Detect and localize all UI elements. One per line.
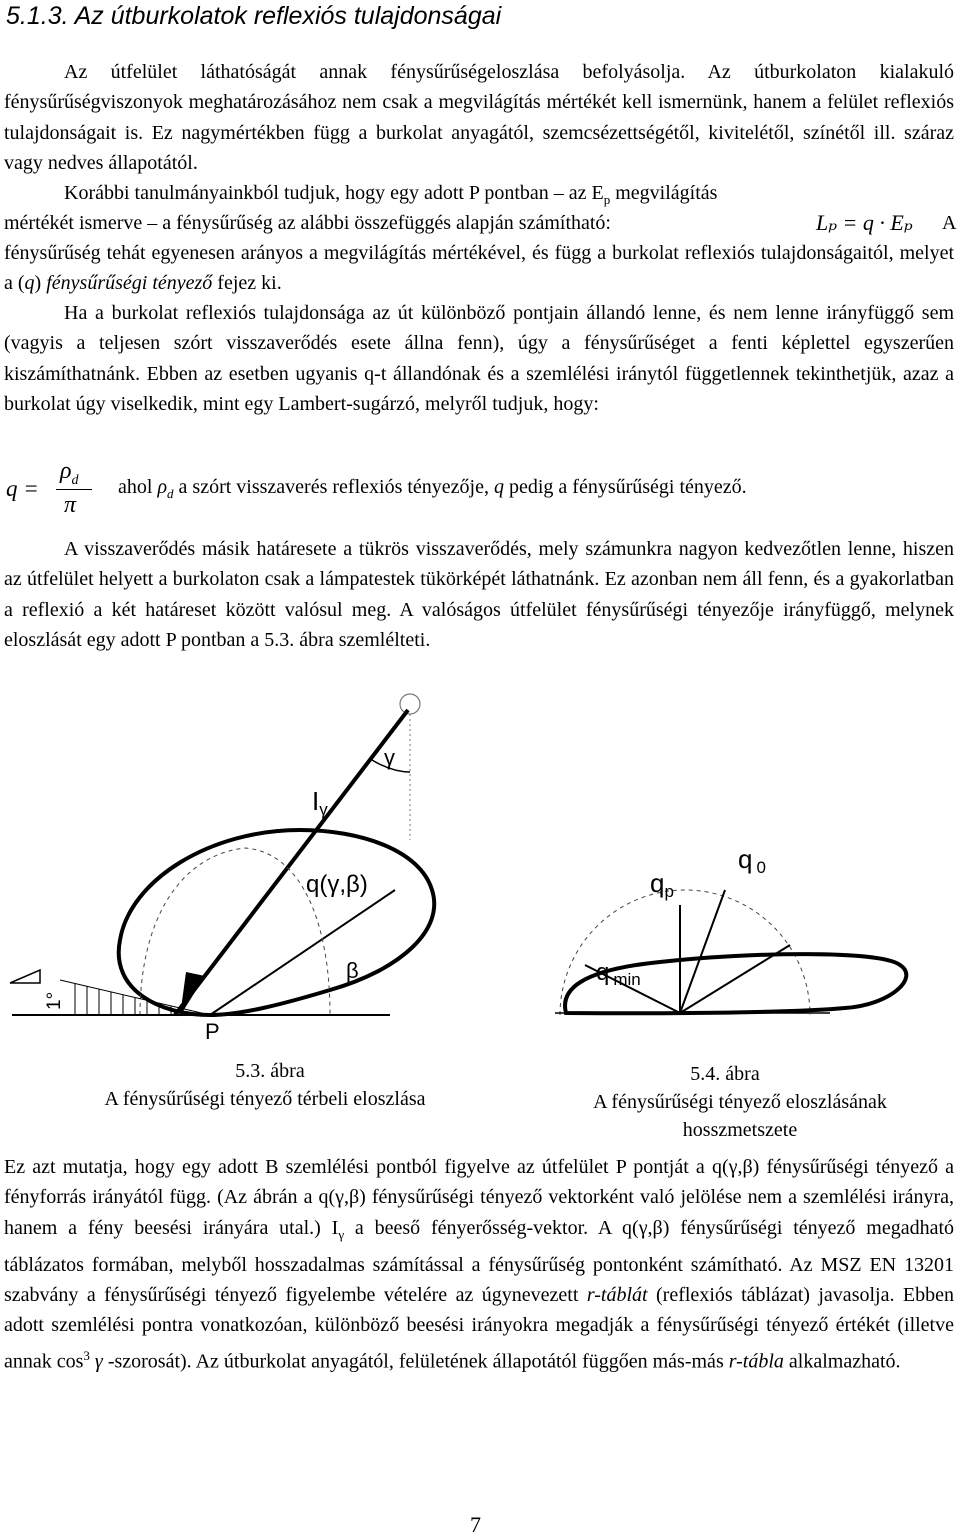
fig-5-3-number: 5.3. ábra [235,1060,305,1082]
qmin-q: q [596,959,610,986]
fig-5-3-caption: A fénysűrűségi tényező térbeli eloszlása [104,1088,426,1110]
p2-sub: p [603,192,611,207]
paragraph-4: A visszaverődés másik határesete a tükrös visszaverődés, mely számunkra nagyon kedvezőtlen lenne, hiszen az útfelület helyett a burkolaton csak a lámpatestek tükörképét láthatnánk. Ez azonban nem áll fenn, és a gyakorlatban a reflexió a két határeset között valósul meg. A valóságos útfelület fénysűrűségi tényezője irányfüggő, melynek eloszlását egy adott P pontban a 5.3. ábra szemlélteti. [4,538,954,651]
fig-5-4-number: 5.4. ábra [690,1063,760,1085]
p5-sub: γ [338,1226,345,1242]
p5-c: (reflexiós táblázat) javasolja. Ebben adott szemlélési pontra vonatkozóan, különböző beesési irányokra megadják a fénysűrűségi tényező értékét (illetve annak cos [4,1284,955,1373]
formula-rho: ρ [60,458,72,484]
p5-rtab2: r-tábla [728,1350,784,1373]
paragraph-2-line-2 [4,208,957,238]
label-I-sub: γ [319,800,328,819]
fe-c: pedig a fénysűrűségi tényező. [503,476,747,498]
p2-rest-q: q [24,272,35,295]
fe-a: ahol [118,476,158,498]
formula-pi: π [64,492,77,518]
label-qp [650,868,674,901]
p2-text-a: Korábbi tanulmányainkból tudjuk, hogy egy adott P pontban – az E [64,182,604,204]
qp-sub: p [664,882,674,901]
vector-q0 [680,890,725,1013]
figure-5-3 [0,680,500,1040]
label-q-gamma-beta: q(γ,β) [306,871,368,898]
label-beta: β [346,958,359,983]
paragraph-3: Ha a burkolat reflexiós tulajdonsága az út különböző pontjain állandó lenne, és nem lenne irányfüggő sem (vagyis a teljesen szórt visszaverődés esete állna fenn), úgy a fénysűrűséget a fenti képlettel egyszerűen kiszámíthatnánk. Ebben az esetben ugyanis q-t állandónak és a szemlélési iránytól függetlennek tekinthetjük, azaz a burkolat úgy viselkedik, mint egy Lambert-sugárzó, melyről tudjuk, hogy: [4,302,954,415]
paragraph-2-rest [4,238,954,299]
formula-q: q = [6,476,39,501]
label-I: I [312,786,320,816]
formula-rho-sub: d [71,472,79,488]
label-1deg: 1° [44,991,65,1010]
p5-b: a beeső fényerősség-vektor. A q(γ,β) fénysűrűségi tényező megadható táblázatos formában, melyből hosszadalmas számítással a fénysűrűség pontonként számítható. Az MSZ EN 13201 szabvány a fénysűrűségi tényező figyelembe vételére az úgynevezett [4,1216,955,1307]
label-q0 [738,844,766,877]
formula-numerator [60,458,79,489]
fig-5-4-caption-line-2: hosszmetszete [682,1119,798,1141]
p2-rest-b: ) [34,272,47,295]
fe-rho: ρ [157,476,168,498]
fe-rho-sub: d [167,486,174,501]
incidence-ray [175,710,408,1015]
p5-d: -szorosát). Az útburkolat anyagától, felületének állapotától függően más-más [102,1350,729,1373]
luminance-formula: Lₚ = q · Eₚ [816,210,913,235]
page-number: 7 [470,1512,481,1537]
fraction-bar [56,489,92,490]
fig-5-4-caption-line-1: A fénysűrűségi tényező eloszlásának [593,1091,887,1113]
lambert-formula [6,458,956,522]
q0-q: q [738,844,753,874]
p2-line2-end: A [942,212,957,234]
p2-line2-text: mértékét ismerve – a fénysűrűség az alábbi összefüggés alapján számítható: [4,212,611,234]
p2-text-b: megvilágítás [610,182,718,204]
p5-rtab: r-táblát [586,1284,648,1307]
observer-triangle [10,970,40,983]
fe-q: q [493,476,504,498]
p5-sup: 3 [83,1347,90,1363]
p5-e: alkalmazható. [783,1350,901,1373]
hemisphere-outline [140,848,330,1015]
p5-a: Ez azt mutatja, hogy egy adott B szemlélési pontból figyelve az útfelület P pontját a q(γ,β) fénysűrűségi tényező a fényforrás irányától függ. (Az ábrán a q(γ,β) fénysűrűségi tényező vektorként való jelölése nem a szemlélési irányra, hanem a fény beesési irányára utal.) I [4,1156,954,1239]
label-gamma: γ [384,745,395,770]
p5-gamma: γ [89,1350,103,1373]
q0-sub: 0 [756,858,766,877]
arrow-head [180,972,205,1016]
reflection-lobe [119,830,435,1015]
label-I-gamma [312,786,328,819]
label-P: P [205,1019,220,1040]
luminaire-circle [400,694,420,714]
paragraph-1: Az útfelület láthatóságát annak fénysűrűségeloszlása befolyásolja. Az útburkolaton kialakuló fénysűrűségviszonyok meghatározásához nem csak a megvilágítás mértékét kell ismernünk, hanem a felület reflexiós tulajdonságait is. Ez nagymértékben függ a burkolat anyagától, szemcsézettségétől, kivitelétől, színétől ill. száraz vagy nedves állapotától. [4,61,954,174]
p2-rest-italic: fénysűrűségi tényező [46,272,213,295]
qmin-sub: min [613,970,641,989]
figure-5-4 [500,820,960,1030]
section-heading: 5.1.3. Az útburkolatok reflexiós tulajdonságai [6,2,502,30]
formula-explanation [118,476,747,502]
fe-b: a szórt visszaverés reflexiós tényezője, [173,476,494,498]
p2-rest-c: fejez ki. [212,272,282,295]
qp-q: q [650,868,665,898]
p2-rest-a: fénysűrűség tehát egyenesen arányos a megvilágítás mértékével, és függ a burkolat reflexiós tulajdonságaitól, melyet a ( [4,242,954,295]
paragraph-5 [4,1152,954,1377]
